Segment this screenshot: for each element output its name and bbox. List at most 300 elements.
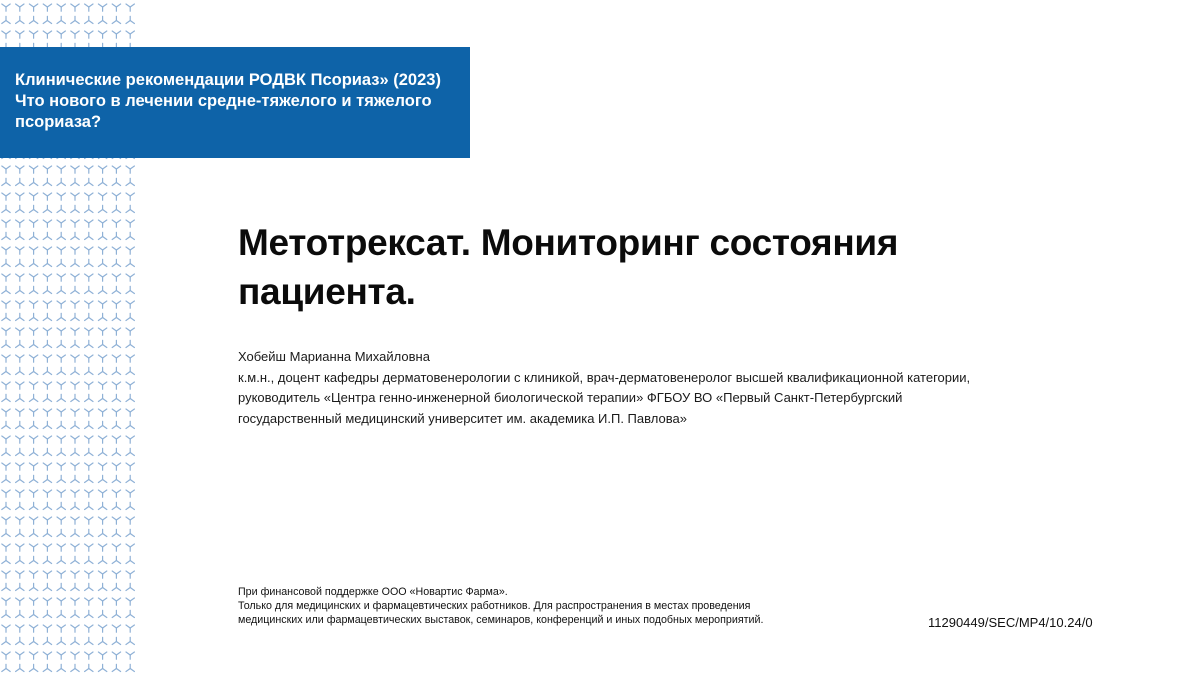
tri-branch-icon [29,610,37,617]
tri-branch-icon [29,436,37,443]
tri-branch-icon [2,436,10,443]
tri-branch-icon [57,475,65,482]
tri-branch-icon [16,247,24,254]
tri-branch-icon [71,382,79,389]
tri-branch-icon [43,313,51,320]
tri-branch-icon [126,436,134,443]
tri-branch-icon [57,205,65,212]
tri-branch-icon [112,490,120,497]
tri-branch-icon [57,490,65,497]
tri-branch-icon [57,31,65,38]
tri-branch-icon [112,232,120,239]
tri-branch-icon [29,556,37,563]
author-name: Хобейш Марианна Михайловна [238,349,430,364]
tri-branch-icon [29,259,37,266]
tri-branch-icon [85,583,93,590]
tri-branch-icon [126,421,134,428]
tri-branch-icon [57,382,65,389]
tri-branch-icon [57,598,65,605]
tri-branch-icon [16,394,24,401]
tri-branch-icon [43,247,51,254]
tri-branch-icon [2,232,10,239]
tri-branch-icon [71,544,79,551]
tri-branch-icon [2,529,10,536]
tri-branch-icon [98,205,106,212]
tri-branch-icon [112,367,120,374]
tri-branch-icon [98,571,106,578]
tri-branch-icon [16,313,24,320]
tri-branch-icon [16,286,24,293]
tri-branch-icon [2,502,10,509]
tri-branch-icon [112,421,120,428]
tri-branch-icon [85,421,93,428]
tri-branch-icon [2,517,10,524]
tri-branch-icon [71,421,79,428]
tri-branch-icon [57,394,65,401]
tri-branch-icon [57,652,65,659]
tri-branch-icon [112,571,120,578]
tri-branch-icon [85,394,93,401]
tri-branch-icon [112,637,120,644]
tri-branch-icon [43,517,51,524]
tri-branch-icon [126,625,134,632]
tri-branch-icon [85,31,93,38]
tri-branch-icon [57,259,65,266]
tri-branch-icon [57,409,65,416]
tri-branch-icon [126,205,134,212]
tri-branch-icon [57,367,65,374]
tri-branch-icon [85,220,93,227]
tri-branch-icon [98,286,106,293]
tri-branch-icon [112,274,120,281]
tri-branch-icon [2,193,10,200]
tri-branch-icon [112,394,120,401]
tri-branch-icon [2,4,10,11]
tri-branch-icon [29,421,37,428]
tri-branch-icon [2,394,10,401]
tri-branch-icon [112,166,120,173]
tri-branch-icon [126,529,134,536]
tri-branch-icon [16,232,24,239]
tri-branch-icon [16,556,24,563]
tri-branch-icon [71,598,79,605]
tri-branch-icon [85,367,93,374]
tri-branch-icon [126,448,134,455]
tri-branch-icon [16,490,24,497]
tri-branch-icon [29,178,37,185]
tri-branch-icon [98,232,106,239]
tri-branch-icon [43,394,51,401]
tri-branch-icon [43,544,51,551]
tri-branch-icon [2,220,10,227]
tri-branch-icon [126,16,134,23]
tri-branch-icon [43,355,51,362]
tri-branch-icon [71,610,79,617]
tri-branch-icon [98,610,106,617]
tri-branch-icon [71,355,79,362]
tri-branch-icon [29,313,37,320]
tri-branch-icon [57,340,65,347]
tri-branch-icon [85,436,93,443]
tri-branch-icon [126,382,134,389]
tri-branch-icon [71,232,79,239]
tri-branch-icon [16,355,24,362]
tri-branch-icon [71,205,79,212]
tri-branch-icon [2,205,10,212]
tri-branch-icon [85,502,93,509]
tri-branch-icon [112,205,120,212]
tri-branch-icon [16,529,24,536]
tri-branch-icon [43,220,51,227]
tri-branch-icon [85,301,93,308]
tri-branch-icon [57,448,65,455]
tri-branch-icon [112,664,120,671]
tri-branch-icon [2,490,10,497]
tri-branch-icon [85,664,93,671]
tri-branch-icon [43,529,51,536]
tri-branch-icon [29,475,37,482]
tri-branch-icon [43,448,51,455]
tri-branch-icon [98,463,106,470]
tri-branch-icon [29,637,37,644]
tri-branch-icon [98,328,106,335]
header-banner [0,47,470,158]
tri-branch-icon [57,625,65,632]
tri-branch-icon [57,502,65,509]
tri-branch-icon [126,220,134,227]
tri-branch-icon [85,232,93,239]
tri-branch-icon [2,409,10,416]
tri-branch-icon [57,4,65,11]
tri-branch-icon [71,664,79,671]
tri-branch-icon [126,571,134,578]
tri-branch-icon [71,583,79,590]
tri-branch-icon [29,502,37,509]
tri-branch-icon [57,583,65,590]
tri-branch-icon [112,556,120,563]
tri-branch-icon [98,31,106,38]
tri-branch-icon [2,31,10,38]
tri-branch-icon [16,274,24,281]
tri-branch-icon [16,259,24,266]
tri-branch-icon [2,652,10,659]
tri-branch-icon [57,328,65,335]
tri-branch-icon [57,178,65,185]
slide-title [238,218,1118,316]
tri-branch-icon [2,556,10,563]
tri-branch-icon [43,4,51,11]
tri-branch-icon [71,556,79,563]
tri-branch-icon [43,259,51,266]
tri-branch-icon [98,448,106,455]
tri-branch-icon [43,556,51,563]
tri-branch-icon [57,664,65,671]
tri-branch-icon [29,16,37,23]
tri-branch-icon [57,529,65,536]
tri-branch-icon [2,637,10,644]
tri-branch-icon [71,448,79,455]
tri-branch-icon [16,436,24,443]
tri-branch-icon [126,463,134,470]
tri-branch-icon [29,664,37,671]
tri-branch-icon [43,193,51,200]
tri-branch-icon [126,652,134,659]
tri-branch-icon [29,286,37,293]
tri-branch-icon [2,340,10,347]
tri-branch-icon [43,382,51,389]
tri-branch-icon [57,286,65,293]
tri-branch-icon [98,637,106,644]
tri-branch-icon [98,544,106,551]
tri-branch-icon [57,301,65,308]
tri-branch-icon [98,301,106,308]
tri-branch-icon [126,490,134,497]
tri-branch-icon [16,4,24,11]
tri-branch-icon [57,544,65,551]
tri-branch-icon [126,637,134,644]
tri-branch-icon [43,367,51,374]
tri-branch-icon [16,475,24,482]
tri-branch-icon [112,436,120,443]
tri-branch-icon [71,16,79,23]
tri-branch-icon [43,463,51,470]
tri-branch-icon [29,625,37,632]
tri-branch-icon [112,4,120,11]
tri-branch-icon [98,274,106,281]
tri-branch-icon [85,328,93,335]
tri-branch-icon [126,409,134,416]
tri-branch-icon [16,409,24,416]
tri-branch-icon [43,652,51,659]
slide-title-line-1: Метотрексат. Мониторинг состояния [238,222,899,263]
tri-branch-icon [71,502,79,509]
tri-branch-icon [43,436,51,443]
tri-branch-icon [112,286,120,293]
tri-branch-icon [71,625,79,632]
tri-branch-icon [16,367,24,374]
tri-branch-icon [16,31,24,38]
tri-branch-icon [112,220,120,227]
tri-branch-icon [2,301,10,308]
tri-branch-icon [29,340,37,347]
tri-branch-icon [16,328,24,335]
tri-branch-icon [2,610,10,617]
tri-branch-icon [2,178,10,185]
tri-branch-icon [2,421,10,428]
tri-branch-icon [85,529,93,536]
tri-branch-icon [85,598,93,605]
tri-branch-icon [71,571,79,578]
tri-branch-icon [98,475,106,482]
tri-branch-icon [85,517,93,524]
tri-branch-icon [2,166,10,173]
tri-branch-icon [98,436,106,443]
tri-branch-icon [112,409,120,416]
tri-branch-icon [2,625,10,632]
tri-branch-icon [126,247,134,254]
tri-branch-icon [43,598,51,605]
tri-branch-icon [2,259,10,266]
tri-branch-icon [16,571,24,578]
tri-branch-icon [71,313,79,320]
tri-branch-icon [57,556,65,563]
tri-branch-icon [29,232,37,239]
tri-branch-icon [2,274,10,281]
tri-branch-icon [85,556,93,563]
tri-branch-icon [112,529,120,536]
tri-branch-icon [16,610,24,617]
tri-branch-icon [57,193,65,200]
tri-branch-icon [112,328,120,335]
tri-branch-icon [126,31,134,38]
author-affiliation-line-1: к.м.н., доцент кафедры дерматовенерологии с клиникой, врач-дерматовенеролог высшей квалификационной категории, [238,369,971,385]
tri-branch-icon [71,286,79,293]
tri-branch-icon [98,340,106,347]
tri-branch-icon [85,340,93,347]
tri-branch-icon [126,583,134,590]
tri-branch-icon [29,517,37,524]
tri-branch-icon [126,301,134,308]
tri-branch-icon [16,166,24,173]
tri-branch-icon [2,463,10,470]
tri-branch-icon [57,517,65,524]
tri-branch-icon [29,529,37,536]
tri-branch-icon [98,652,106,659]
tri-branch-icon [29,448,37,455]
tri-branch-icon [98,16,106,23]
tri-branch-icon [16,448,24,455]
tri-branch-icon [112,301,120,308]
tri-branch-icon [29,166,37,173]
tri-branch-icon [71,328,79,335]
tri-branch-icon [43,178,51,185]
tri-branch-icon [98,490,106,497]
footer-line-2: Только для медицинских и фармацевтических работников. Для распространения в местах проведения [238,600,751,612]
tri-branch-icon [112,247,120,254]
tri-branch-icon [43,31,51,38]
tri-branch-icon [16,220,24,227]
tri-branch-icon [2,544,10,551]
tri-branch-icon [126,556,134,563]
tri-branch-icon [43,490,51,497]
tri-branch-icon [71,4,79,11]
tri-branch-icon [85,193,93,200]
tri-branch-icon [2,571,10,578]
tri-branch-icon [126,517,134,524]
tri-branch-icon [2,664,10,671]
author-affiliation-line-3: государственный медицинский университет им. академика И.П. Павлова» [238,410,687,426]
tri-branch-icon [16,502,24,509]
tri-branch-icon [71,475,79,482]
tri-branch-icon [126,598,134,605]
tri-branch-icon [98,598,106,605]
tri-branch-icon [16,664,24,671]
tri-branch-icon [112,517,120,524]
tri-branch-icon [29,490,37,497]
tri-branch-icon [85,448,93,455]
tri-branch-icon [112,16,120,23]
tri-branch-icon [98,313,106,320]
tri-branch-icon [29,247,37,254]
tri-branch-icon [98,220,106,227]
tri-branch-icon [71,490,79,497]
tri-branch-icon [57,436,65,443]
tri-branch-icon [2,355,10,362]
tri-branch-icon [71,409,79,416]
tri-branch-icon [98,259,106,266]
tri-branch-icon [29,328,37,335]
tri-branch-icon [2,313,10,320]
tri-branch-icon [16,598,24,605]
tri-branch-icon [2,286,10,293]
tri-branch-icon [112,448,120,455]
tri-branch-icon [98,625,106,632]
tri-branch-icon [85,178,93,185]
tri-branch-icon [43,340,51,347]
tri-branch-icon [71,463,79,470]
tri-branch-icon [2,448,10,455]
tri-branch-icon [57,247,65,254]
tri-branch-icon [29,205,37,212]
tri-branch-icon [98,367,106,374]
tri-branch-icon [126,610,134,617]
tri-branch-icon [98,556,106,563]
tri-branch-icon [29,4,37,11]
author-block [238,347,1138,429]
header-line-1: Клинические рекомендации РОДВК Псориаз» (2023) [15,71,441,89]
tri-branch-icon [112,313,120,320]
tri-branch-icon [16,544,24,551]
tri-branch-icon [85,313,93,320]
tri-branch-icon [2,247,10,254]
tri-branch-icon [112,382,120,389]
tri-branch-icon [43,274,51,281]
tri-branch-icon [126,340,134,347]
tri-branch-icon [16,340,24,347]
tri-branch-icon [126,355,134,362]
tri-branch-icon [126,664,134,671]
tri-branch-icon [29,31,37,38]
tri-branch-icon [2,475,10,482]
tri-branch-icon [71,301,79,308]
tri-branch-icon [98,166,106,173]
tri-branch-icon [112,193,120,200]
tri-branch-icon [126,193,134,200]
footer-disclaimer [238,585,888,627]
tri-branch-icon [57,571,65,578]
tri-branch-icon [16,16,24,23]
footer-line-3: медицинских или фармацевтических выставок, семинаров, конференций и иных подобных мероприятий. [238,614,764,626]
tri-branch-icon [85,274,93,281]
tri-branch-icon [85,166,93,173]
tri-branch-icon [43,232,51,239]
tri-branch-icon [112,31,120,38]
tri-branch-icon [2,367,10,374]
tri-branch-icon [98,178,106,185]
tri-branch-icon [29,544,37,551]
tri-branch-icon [85,409,93,416]
tri-branch-icon [16,463,24,470]
tri-branch-icon [85,571,93,578]
tri-branch-icon [112,625,120,632]
tri-branch-icon [29,274,37,281]
tri-branch-icon [98,394,106,401]
tri-branch-icon [43,301,51,308]
tri-branch-icon [85,463,93,470]
tri-branch-icon [85,355,93,362]
tri-branch-icon [112,259,120,266]
tri-branch-icon [112,544,120,551]
